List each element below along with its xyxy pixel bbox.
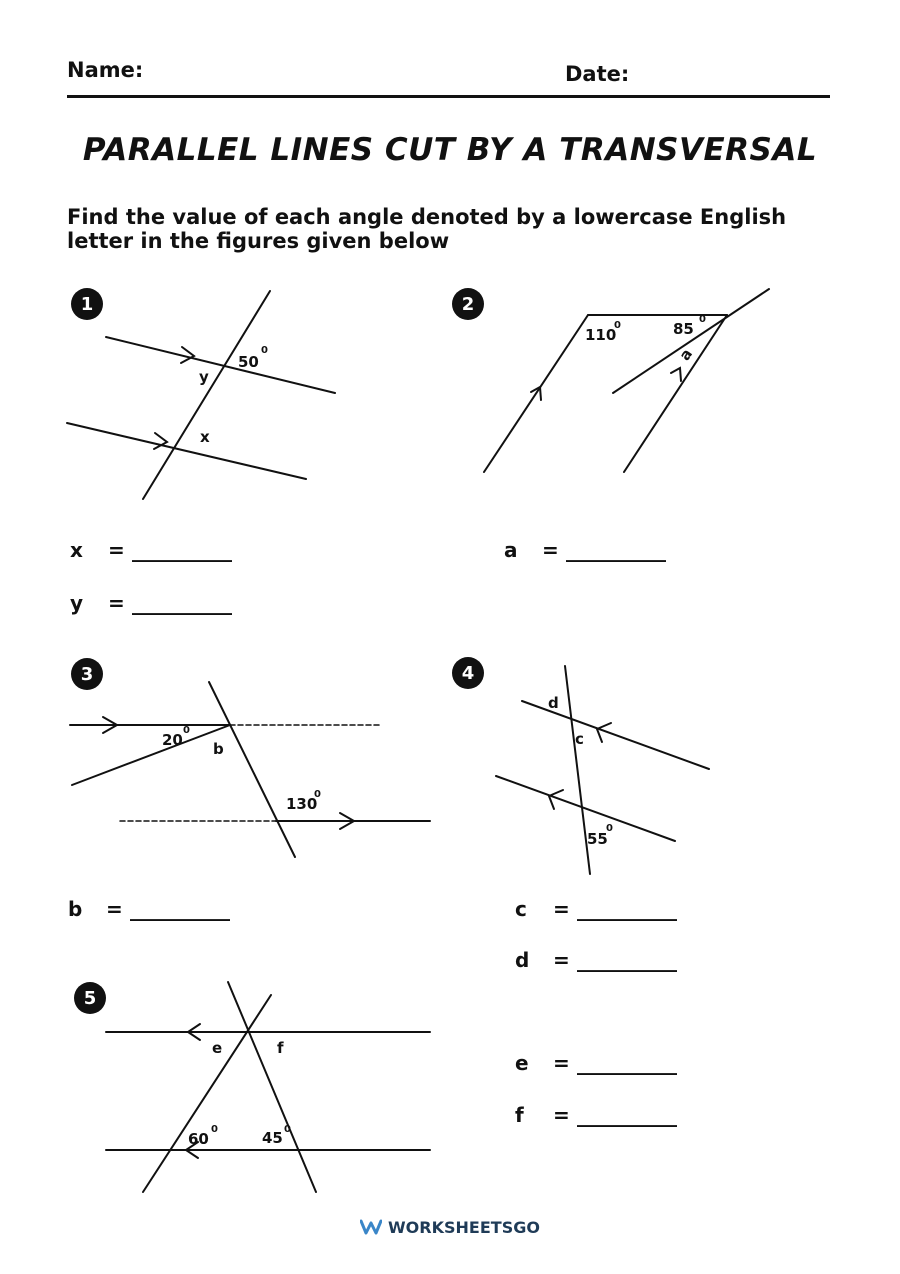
answer-eq: = [553,1103,570,1127]
answer-var: x [70,538,83,562]
answer-var: f [515,1103,524,1127]
problem-5-badge: 5 [74,982,106,1014]
angle-label-1: 110 [585,326,617,344]
answer-eq: = [106,897,123,921]
answer-blank[interactable]: __________ [577,948,677,972]
brand-part-1: WORKSHEETS [388,1218,514,1237]
date-label: Date: [565,62,630,86]
transversal-line [143,291,270,499]
answer-b [68,897,230,921]
answer-var: e [515,1051,529,1075]
answer-blank[interactable]: __________ [577,1051,677,1075]
degree-mark: 0 [284,1124,291,1135]
answer-blank[interactable]: __________ [130,897,230,921]
answer-blank[interactable]: __________ [566,538,666,562]
answer-var: b [68,897,83,921]
answer-y [70,591,232,615]
figure-5 [106,982,430,1192]
degree-mark: 0 [614,320,621,331]
degree-mark: 0 [183,725,190,736]
degree-mark: 0 [699,314,706,325]
angle-label: 50 [238,353,259,371]
degree-mark: 0 [606,823,613,834]
answer-eq: = [553,948,570,972]
worksheet-title: PARALLEL LINES CUT BY A TRANSVERSAL [82,132,818,168]
worksheetsgo-logo-icon [360,1219,382,1239]
parallel-line [106,337,335,393]
answer-eq: = [108,538,125,562]
var-label-b: b [213,740,224,758]
answer-var: c [515,897,527,921]
parallel-arrow-icon [671,368,681,381]
transversal-line [613,289,769,393]
figure-2 [484,289,769,472]
angle-label-2: 85 [673,320,694,338]
var-label-f: f [277,1039,284,1057]
answer-var: a [504,538,518,562]
answer-a [504,538,666,562]
var-label-a: a [675,345,697,364]
answer-c [515,897,677,921]
angle-label: 55 [587,830,608,848]
answer-d [515,948,677,972]
parallel-line [624,315,727,472]
problem-1-badge: 1 [71,288,103,320]
problem-4-badge: 4 [452,657,484,689]
transversal-line [209,682,295,857]
var-label-d: d [548,694,559,712]
var-label-x: x [200,428,210,446]
degree-mark: 0 [314,789,321,800]
problem-2-badge: 2 [452,288,484,320]
figure-1 [67,291,335,499]
angle-label-1: 20 [162,731,183,749]
angle-label-1: 60 [188,1130,209,1148]
transversal-line [228,982,316,1192]
degree-mark: 0 [261,345,268,356]
answer-f [515,1103,677,1127]
angle-label-2: 130 [286,795,318,813]
answer-eq: = [108,591,125,615]
answer-blank[interactable]: __________ [577,897,677,921]
parallel-line [67,423,306,479]
degree-mark: 0 [211,1124,218,1135]
instructions: Find the value of each angle denoted by a lowercase English letter in the figures given below [67,205,787,253]
figure-3 [70,682,430,857]
answer-eq: = [542,538,559,562]
var-label-e: e [212,1039,223,1057]
figure-4 [496,666,709,874]
answer-var: d [515,948,530,972]
answer-eq: = [553,1051,570,1075]
parallel-line [484,315,588,472]
transversal-line [143,995,271,1192]
var-label-c: c [575,730,584,748]
ray-line [72,725,230,785]
answer-blank[interactable]: __________ [577,1103,677,1127]
var-label-y: y [199,368,209,386]
problem-3-badge: 3 [71,658,103,690]
angle-label-2: 45 [262,1129,283,1147]
answer-eq: = [553,897,570,921]
answer-e [515,1051,677,1075]
answer-var: y [70,591,84,615]
brand-part-2: GO [513,1218,540,1237]
name-label: Name: [67,58,144,82]
footer-brand [0,1218,900,1239]
answer-blank[interactable]: __________ [132,591,232,615]
answer-blank[interactable]: __________ [132,538,232,562]
answer-x [70,538,232,562]
